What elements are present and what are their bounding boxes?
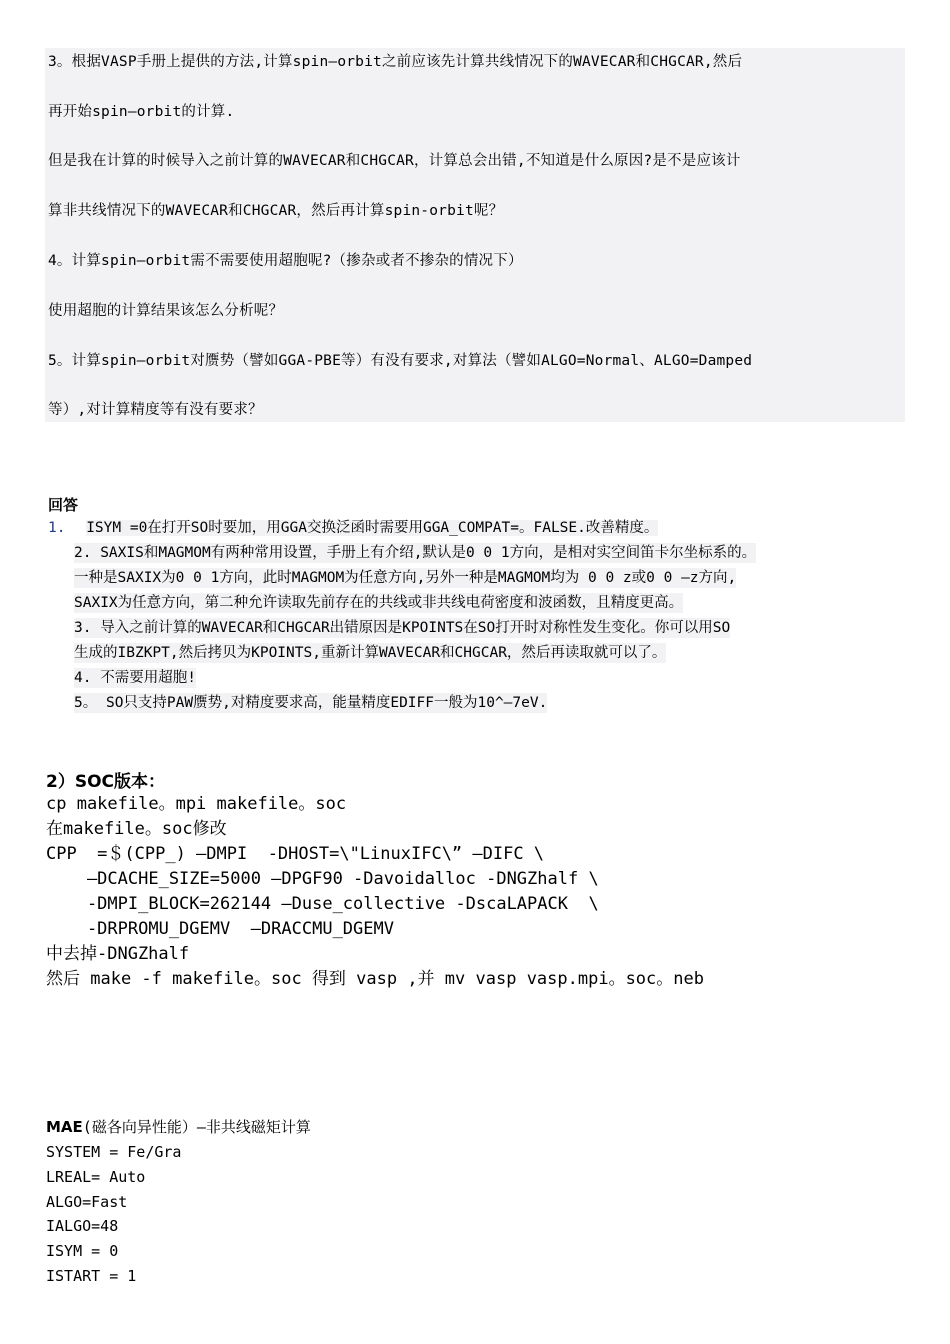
question-line-6: 使用超胞的计算结果该怎么分析呢？	[48, 303, 284, 319]
question-line-8: 等）,对计算精度等有没有要求？	[48, 402, 263, 418]
question-line-7: 5。计算spin—orbit对赝势（譬如GGA-PBE等）有没有要求,对算法（譬如ALGO=Normal、ALGO=Damped	[48, 353, 753, 369]
answer-line-4: 4. 不需要用超胞!	[74, 670, 196, 686]
soc-line-5: -DMPI_BLOCK=262144 —Duse_collective -DscaLAPACK \	[46, 894, 599, 914]
answer-line-2c: SAXIX为任意方向，第二种允许读取先前存在的共线或非共线电荷密度和波函数，且精度更高。	[74, 595, 684, 611]
question-line-2: 再开始spin—orbit的计算.	[48, 104, 235, 120]
answer-line-5: 5。 SO只支持PAW赝势,对精度要求高，能量精度EDIFF一般为10^—7eV.	[74, 695, 548, 711]
soc-line-8: 然后 make -f makefile。soc 得到 vasp ,并 mv vasp vasp.mpi。soc。neb	[46, 969, 704, 989]
question-line-1: 3。根据VASP手册上提供的方法,计算spin—orbit之前应该先计算共线情况下的WAVECAR和CHGCAR,然后	[48, 54, 743, 70]
mae-line-1: SYSTEM = Fe/Gra	[46, 1143, 182, 1161]
soc-section-heading: 2）SOC版本：	[46, 772, 165, 792]
mae-line-2: LREAL= Auto	[46, 1168, 146, 1186]
soc-line-4: —DCACHE_SIZE=5000 —DPGF90 -Davoidalloc -DNGZhalf \	[46, 869, 599, 889]
answer-line-3b: 生成的IBZKPT,然后拷贝为KPOINTS,重新计算WAVECAR和CHGCAR，然后再读取就可以了。	[74, 645, 667, 661]
question-line-3: 但是我在计算的时候导入之前计算的WAVECAR和CHGCAR，计算总会出错,不知道是什么原因?是不是应该计	[48, 153, 741, 169]
soc-line-3: CPP =＄(CPP_) —DMPI -DHOST=\"LinuxIFC\” —DIFC \	[46, 844, 545, 864]
answer-line-3a: 3. 导入之前计算的WAVECAR和CHGCAR出错原因是KPOINTS在SO打开时对称性发生变化。你可以用SO	[74, 620, 731, 636]
answer-item-1-number: 1.	[48, 520, 66, 536]
answer-item-1	[48, 518, 658, 538]
mae-line-3: ALGO=Fast	[46, 1193, 128, 1211]
mae-heading-bold: MAE	[46, 1118, 83, 1136]
answer-heading: 回答	[48, 496, 79, 514]
mae-section-heading	[46, 1116, 311, 1137]
soc-line-2: 在makefile。soc修改	[46, 819, 227, 839]
mae-line-4: IALGO=48	[46, 1217, 119, 1235]
answer-line-2a: 2. SAXIS和MAGMOM有两种常用设置，手册上有介绍,默认是0 0 1方向，是相对实空间笛卡尔坐标系的。	[74, 545, 757, 561]
answer-item-1-text: ISYM =0在打开SO时要加，用GGA交换泛函时需要用GGA_COMPAT=。FALSE.改善精度。	[86, 520, 659, 536]
soc-line-6: -DRPROMU_DGEMV —DRACCMU_DGEMV	[46, 919, 394, 939]
soc-line-7: 中去掉-DNGZhalf	[46, 944, 190, 964]
mae-line-5: ISYM = 0	[46, 1242, 119, 1260]
answer-line-2b: 一种是SAXIX为0 0 1方向，此时MAGMOM为任意方向,另外一种是MAGMOM均为 0 0 z或0 0 —z方向,	[74, 570, 737, 586]
soc-line-1: cp makefile。mpi makefile。soc	[46, 794, 347, 814]
question-line-4: 算非共线情况下的WAVECAR和CHGCAR，然后再计算spin-orbit呢？	[48, 203, 504, 219]
mae-line-6: ISTART = 1	[46, 1267, 137, 1285]
mae-heading-rest: (磁各向异性能）—非共线磁矩计算	[82, 1118, 311, 1136]
question-line-5: 4。计算spin—orbit需不需要使用超胞呢?（掺杂或者不掺杂的情况下）	[48, 253, 523, 269]
